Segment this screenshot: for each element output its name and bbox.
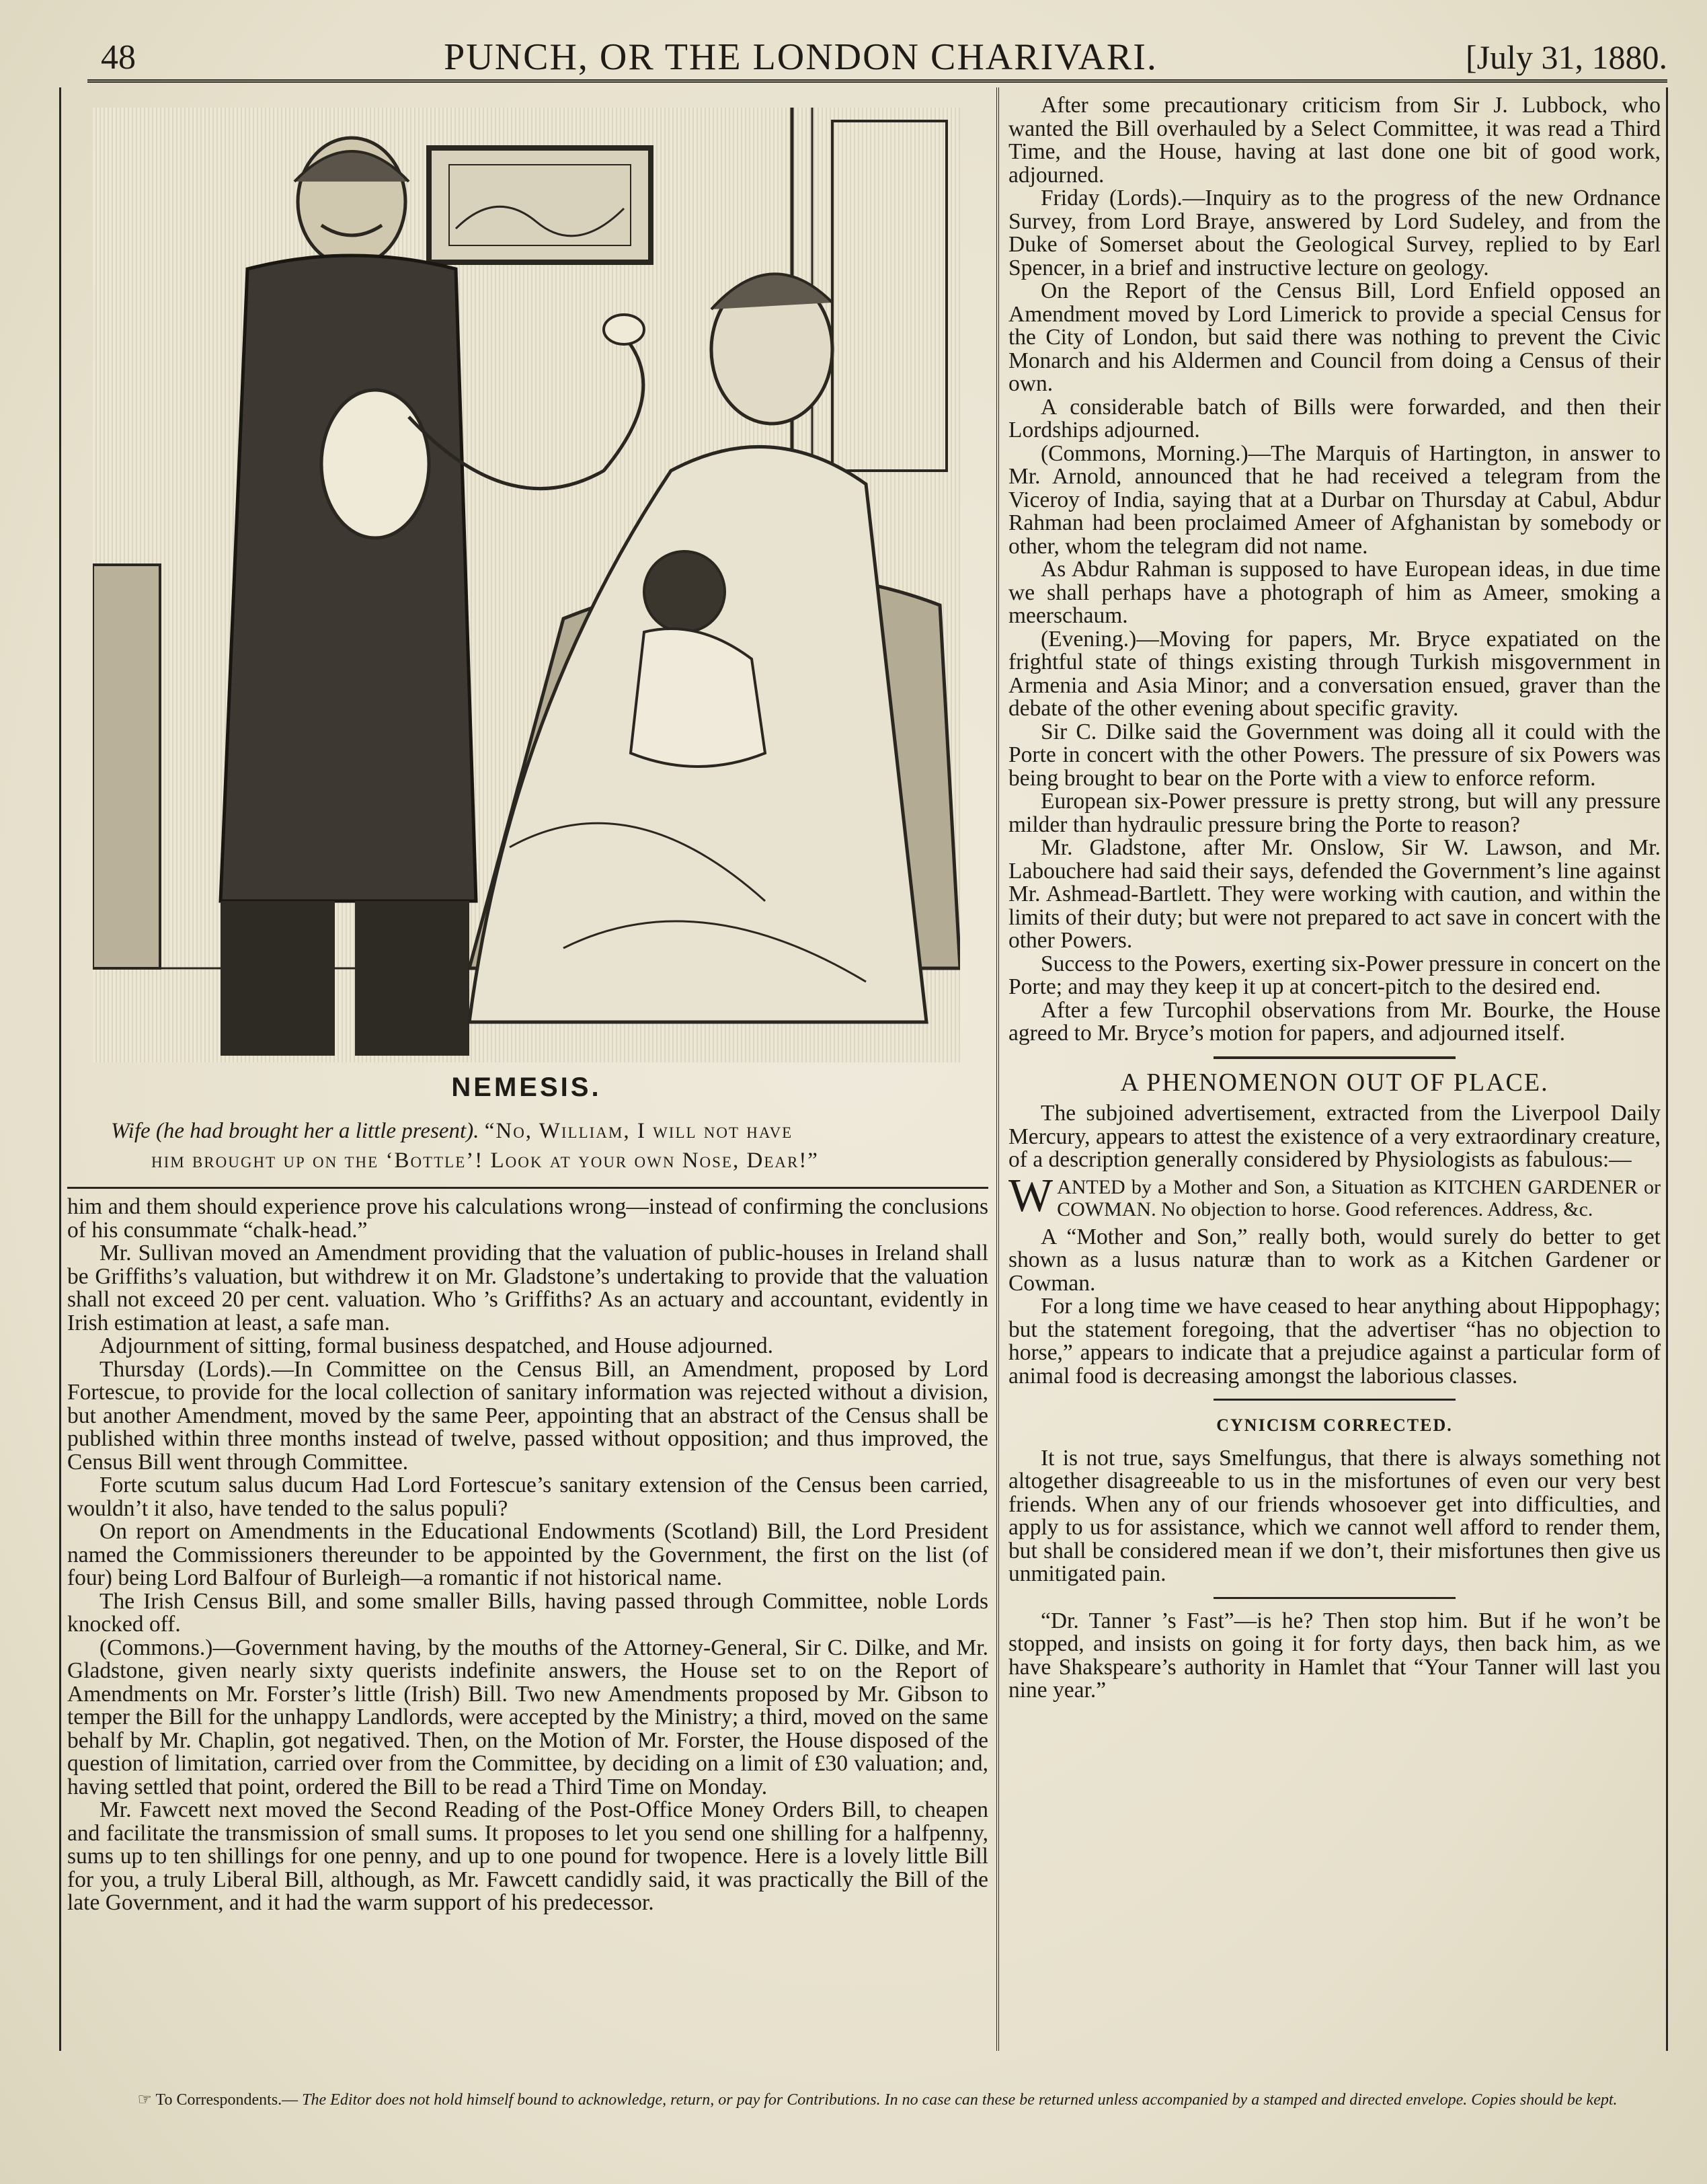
section-rule	[1214, 1597, 1456, 1599]
paragraph: European six-Power pressure is pretty strong, but will any pressure milder than hydraulic pressure bring the Porte to reason?	[1008, 789, 1661, 837]
section-rule	[1214, 1056, 1456, 1059]
cartoon-illustration	[93, 108, 960, 1062]
caption-line-2: him brought up on the ‘Bottle’! Look at your own Nose, Dear!”	[151, 1148, 819, 1173]
paragraph: Adjournment of sitting, formal business despatched, and House adjourned.	[100, 1333, 774, 1358]
section-rule	[1214, 1399, 1456, 1401]
bottle	[321, 390, 429, 538]
advertisement	[1008, 1169, 1661, 1222]
paragraph: Thursday (Lords).—In Committee on the Census Bill, an Amendment, proposed by Lord Fortescue, to provide for the local collection of sanitary information was rejected without a division, but another Amendment, moved by the same Peer, appointing that an abstract of the Census shall be published within three months instead of twelve, passed without opposition; and thus improved, the Census Bill went through Committee.	[67, 1356, 988, 1475]
paragraph: Mr. Fawcett next moved the Second Reading of the Post-Office Money Orders Bill, to cheapen and facilitate the transmission of small sums. It proposes to let you send one shilling for a halfpenny, sums up to ten shillings for one penny, and up to one pound for twopence. Here is a lovely little Bill for you, a truly Liberal Bill, although, as Mr. Fawcett candidly said, it was practically the Bill of the late Government, and it had the warm support of his predecessor.	[67, 1797, 988, 1915]
page-number: 48	[101, 38, 136, 77]
advert-dropcap: W	[1008, 1169, 1054, 1222]
paragraph: Mr. Gladstone, after Mr. Onslow, Sir W. Lawson, and Mr. Labouchere had said their says, defended the Government’s line against Mr. Ashmead-Bartlett. They were working with caution, and within the limits of their duty; but were not prepared to act save in concert with the other Powers.	[1008, 835, 1661, 953]
cynicism-text: It is not true, says Smelfungus, that there is always something not altogether disagreeable to us in the misfortunes of even our very best friends. When any of our friends whosoever get into difficulties, and apply to us for assistance, which we cannot well afford to render them, but shall be considered mean if we don’t, their misfortunes then give us unmitigated pain.	[1008, 1445, 1661, 1586]
paragraph: Success to the Powers, exerting six-Power pressure in concert on the Porte; and may they keep it up at concert-pitch to the desired end.	[1008, 951, 1661, 999]
right-column-text	[1008, 94, 1661, 1703]
caption-line-1: “No, William, I will not have	[484, 1119, 793, 1143]
left-border	[59, 87, 61, 2051]
paragraph: (Commons, Morning.)—The Marquis of Hartington, in answer to Mr. Arnold, announced that he had received a telegram from the Viceroy of India, saying that at a Durbar on Thursday at Cabul, Abdur Rahman had been proclaimed Ameer of Afghanistan by somebody or other, whom the telegram did not name.	[1008, 440, 1661, 559]
caption-rule	[67, 1187, 988, 1189]
paragraph: (Evening.)—Moving for papers, Mr. Bryce expatiated on the frightful state of things existing through Turkish misgovernment in Armenia and Asia Minor; and a conversation ensued, graver than the debate of the other evening about specific gravity.	[1008, 626, 1661, 721]
paragraph: (Commons.)—Government having, by the mouths of the Attorney-General, Sir C. Dilke, and Mr. Gladstone, given nearly sixty querists indefinite answers, the House set to on the Report of Amendments on Mr. Forster’s little (Irish) Bill. Two new Amendments proposed by Mr. Gibson to temper the Bill for the unhappy Landlords, were accepted by the Ministry; a third, moved on the same behalf by Mr. Chaplin, got negatived. Then, on the Motion of Mr. Forster, the House disposed of the question of limitation, carried over from the Committee, by deciding on a limit of £30 valuation; and, having settled that point, ordered the Bill to be read a Third Time on Monday.	[67, 1635, 988, 1799]
paragraph: Sir C. Dilke said the Government was doing all it could with the Porte in concert with the other Powers. The pressure of six Powers was being brought to bear on the Porte with a view to enforce reform.	[1008, 719, 1661, 791]
header-rule	[87, 79, 1667, 83]
right-border	[1666, 87, 1668, 2051]
tanner-text: “Dr. Tanner ’s Fast”—is he? Then stop him. But if he won’t be stopped, and insists on going it for forty days, then back him, as we have Shakspeare’s authority in Hamlet that “Your Tanner will last you nine year.”	[1008, 1608, 1661, 1703]
column-divider	[996, 87, 999, 2051]
cartoon-title: NEMESIS.	[451, 1072, 602, 1102]
paragraph: Friday (Lords).—Inquiry as to the progress of the new Ordnance Survey, from Lord Braye, answered by Lord Sudeley, and from the Duke of Somerset about the Geological Survey, replied to by Earl Spencer, in a brief and instructive lecture on geology.	[1008, 186, 1661, 280]
phenomenon-heading: A PHENOMENON OUT OF PLACE.	[1120, 1068, 1549, 1097]
paragraph: him and them should experience prove his calculations wrong—instead of confirming the conclusions of his consummate “chalk-head.”	[67, 1194, 988, 1243]
paragraph: On report on Amendments in the Educational Endowments (Scotland) Bill, the Lord President named the Commissioners thereunder to be appointed by the Government, the first on the list (of four) being Lord Balfour of Burleigh—a romantic if not historical name.	[67, 1519, 988, 1590]
masthead-title: PUNCH, OR THE LONDON CHARIVARI.	[444, 36, 1158, 78]
paragraph: Mr. Sullivan moved an Amendment providing that the valuation of public-houses in Ireland shall be Griffiths’s valuation, but withdrew it on Mr. Gladstone’s undertaking to provide that the valuation shall not exceed 20 per cent. valuation. Who ’s Griffiths? As an actuary and accountant, evidently in Irish estimation at least, a safe man.	[67, 1241, 988, 1335]
notice-text: The Editor does not hold himself bound to acknowledge, return, or pay for Contributions. In no case can these be returned unless accompanied by a stamped and directed envelope. Copies should be kept.	[302, 2091, 1618, 2109]
issue-date: [July 31, 1880.	[1466, 38, 1667, 76]
baby-head	[644, 551, 725, 632]
phenomenon-intro: The subjoined advertisement, extracted from the Liverpool Daily Mercury, appears to attest the existence of a very extraordinary creature, of a description generally considered by Physiologists as fabulous:—	[1008, 1101, 1661, 1172]
cartoon-caption	[111, 1116, 958, 1175]
paragraph: On the Report of the Census Bill, Lord Enfield opposed an Amendment moved by Lord Limerick to provide a special Census for the City of London, but said there was nothing to prevent the Civic Monarch and his Aldermen and Council from doing a Census of their own.	[1008, 278, 1661, 396]
cynicism-heading: CYNICISM CORRECTED.	[1216, 1415, 1453, 1435]
phenomenon-para-1: A “Mother and Son,” really both, would surely do better to get shown as a lusus naturæ than to work as a Kitchen Gardener or Cowman.	[1008, 1224, 1661, 1296]
paragraph: Forte scutum salus ducum Had Lord Fortescue’s sanitary extension of the Census been carried, wouldn’t it also, have tended to the salus populi?	[67, 1473, 988, 1521]
paragraph: A considerable batch of Bills were forwarded, and then their Lordships adjourned.	[1008, 394, 1661, 442]
caption-italic: Wife (he had brought her a little present).	[111, 1119, 479, 1143]
engraving-drawing	[93, 108, 960, 1062]
advert-text: ANTED by a Mother and Son, a Situation as KITCHEN GARDENER or COWMAN. No objection to horse. Good references. Address, &c.	[1057, 1175, 1661, 1220]
paragraph: The Irish Census Bill, and some smaller Bills, having passed through Committee, noble Lords knocked off.	[67, 1588, 988, 1637]
man-coat	[221, 256, 476, 901]
left-column-text	[67, 1196, 988, 1915]
paragraph: As Abdur Rahman is supposed to have European ideas, in due time we shall perhaps have a photograph of him as Ameer, smoking a meerschaum.	[1008, 557, 1661, 628]
notice-lead: ☞ To Correspondents.—	[137, 2091, 299, 2109]
phenomenon-para-2: For a long time we have ceased to hear anything about Hippophagy; but the statement foregoing, that the advertiser “has no objection to horse,” appears to indicate that a prejudice against a particular form of animal food is decreasing amongst the laborious classes.	[1008, 1294, 1661, 1389]
correspondents-notice	[94, 2090, 1661, 2110]
paragraph: After some precautionary criticism from Sir J. Lubbock, who wanted the Bill overhauled by a Select Committee, it was read a Third Time, and the House, having at last done one bit of good work, adjourned.	[1008, 93, 1661, 188]
page-header	[101, 27, 1667, 87]
paragraph: After a few Turcophil observations from Mr. Bourke, the House agreed to Mr. Bryce’s motion for papers, and adjourned itself.	[1008, 997, 1661, 1046]
